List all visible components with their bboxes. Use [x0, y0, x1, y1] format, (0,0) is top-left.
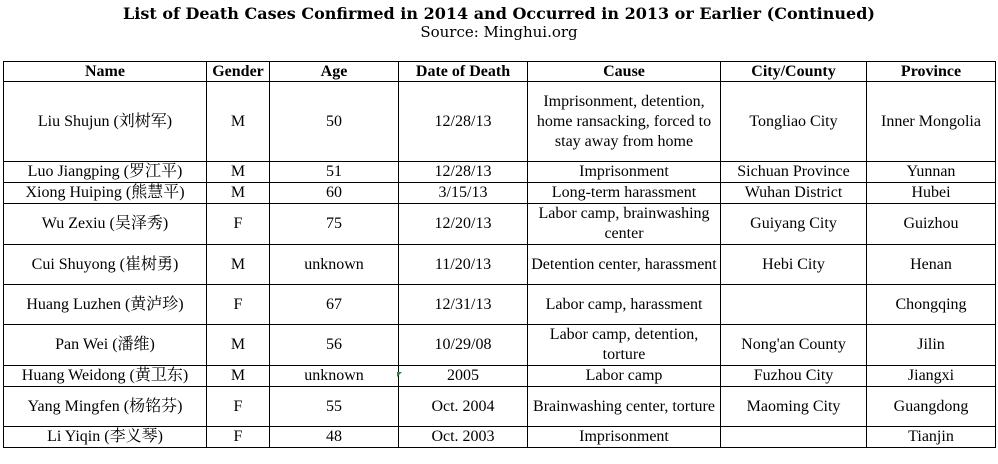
- source-line: Source: Minghui.org: [420, 23, 578, 41]
- date-cell: 3/15/13: [399, 183, 528, 204]
- age-cell: unknown: [270, 245, 399, 285]
- age-cell: 60: [270, 183, 399, 204]
- city-cell: Hebi City: [721, 245, 867, 285]
- date-cell: 10/29/08: [399, 325, 528, 366]
- age-cell: 55: [270, 387, 399, 427]
- date-cell: Oct. 2004: [399, 387, 528, 427]
- city-cell: Fuzhou City: [721, 366, 867, 387]
- province-cell: Chongqing: [867, 285, 996, 325]
- name-cell: Cui Shuyong (崔树勇): [4, 245, 207, 285]
- city-cell: [721, 285, 867, 325]
- cause-cell: Long-term harassment: [528, 183, 721, 204]
- cause-cell: Labor camp, detention, torture: [528, 325, 721, 366]
- table-row: [4, 427, 996, 448]
- province-cell: Jilin: [867, 325, 996, 366]
- name-cell: Huang Luzhen (黄泸珍): [4, 285, 207, 325]
- city-cell: Sichuan Province: [721, 162, 867, 183]
- table-row: [4, 245, 996, 285]
- province-cell: Guangdong: [867, 387, 996, 427]
- name-cell: Wu Zexiu (吴泽秀): [4, 204, 207, 245]
- city-cell: Maoming City: [721, 387, 867, 427]
- age-cell: 48: [270, 427, 399, 448]
- name-cell: Li Yiqin (李义琴): [4, 427, 207, 448]
- province-cell: Inner Mongolia: [867, 82, 996, 162]
- province-cell: Jiangxi: [867, 366, 996, 387]
- age-cell: unknown: [270, 366, 399, 387]
- page-title: List of Death Cases Confirmed in 2014 and Occurred in 2013 or Earlier (Continued): [123, 4, 875, 23]
- date-cell: 2005: [399, 366, 528, 387]
- cause-cell: Labor camp, harassment: [528, 285, 721, 325]
- age-cell: 50: [270, 82, 399, 162]
- date-cell: 11/20/13: [399, 245, 528, 285]
- province-cell: Yunnan: [867, 162, 996, 183]
- cause-cell: Imprisonment: [528, 427, 721, 448]
- name-cell: Xiong Huiping (熊慧平): [4, 183, 207, 204]
- table-row: [4, 366, 996, 387]
- province-cell: Guizhou: [867, 204, 996, 245]
- death-cases-table: [3, 61, 996, 448]
- column-header: Cause: [528, 62, 721, 82]
- name-cell: Yang Mingfen (杨铭芬): [4, 387, 207, 427]
- date-cell: 12/28/13: [399, 162, 528, 183]
- age-cell: 67: [270, 285, 399, 325]
- province-cell: Tianjin: [867, 427, 996, 448]
- table-row: [4, 82, 996, 162]
- age-cell: 56: [270, 325, 399, 366]
- cause-cell: Detention center, harassment: [528, 245, 721, 285]
- header-row: [4, 62, 996, 82]
- cell-comment-marker: [397, 372, 402, 377]
- name-cell: Huang Weidong (黄卫东): [4, 366, 207, 387]
- column-header: Name: [4, 62, 207, 82]
- cause-cell: Imprisonment: [528, 162, 721, 183]
- column-header: Gender: [207, 62, 270, 82]
- gender-cell: F: [207, 387, 270, 427]
- date-cell: 12/31/13: [399, 285, 528, 325]
- province-cell: Henan: [867, 245, 996, 285]
- table-row: [4, 162, 996, 183]
- city-cell: Wuhan District: [721, 183, 867, 204]
- city-cell: Tongliao City: [721, 82, 867, 162]
- gender-cell: M: [207, 162, 270, 183]
- cause-cell: Brainwashing center, torture: [528, 387, 721, 427]
- gender-cell: M: [207, 366, 270, 387]
- cause-cell: Imprisonment, detention, home ransacking, forced to stay away from home: [528, 82, 721, 162]
- age-cell: 51: [270, 162, 399, 183]
- column-header: Province: [867, 62, 996, 82]
- table-row: [4, 204, 996, 245]
- gender-cell: M: [207, 82, 270, 162]
- cause-cell: Labor camp, brainwashing center: [528, 204, 721, 245]
- name-cell: Luo Jiangping (罗江平): [4, 162, 207, 183]
- table-row: [4, 387, 996, 427]
- province-cell: Hubei: [867, 183, 996, 204]
- city-cell: [721, 427, 867, 448]
- date-cell: 12/20/13: [399, 204, 528, 245]
- name-cell: Pan Wei (潘维): [4, 325, 207, 366]
- column-header: Age: [270, 62, 399, 82]
- gender-cell: M: [207, 245, 270, 285]
- gender-cell: F: [207, 285, 270, 325]
- gender-cell: M: [207, 183, 270, 204]
- gender-cell: F: [207, 204, 270, 245]
- table-row: [4, 285, 996, 325]
- cause-cell: Labor camp: [528, 366, 721, 387]
- city-cell: Nong'an County: [721, 325, 867, 366]
- column-header: Date of Death: [399, 62, 528, 82]
- name-cell: Liu Shujun (刘树军): [4, 82, 207, 162]
- column-header: City/County: [721, 62, 867, 82]
- date-cell: Oct. 2003: [399, 427, 528, 448]
- table-row: [4, 325, 996, 366]
- table-row: [4, 183, 996, 204]
- city-cell: Guiyang City: [721, 204, 867, 245]
- gender-cell: F: [207, 427, 270, 448]
- date-cell: 12/28/13: [399, 82, 528, 162]
- gender-cell: M: [207, 325, 270, 366]
- age-cell: 75: [270, 204, 399, 245]
